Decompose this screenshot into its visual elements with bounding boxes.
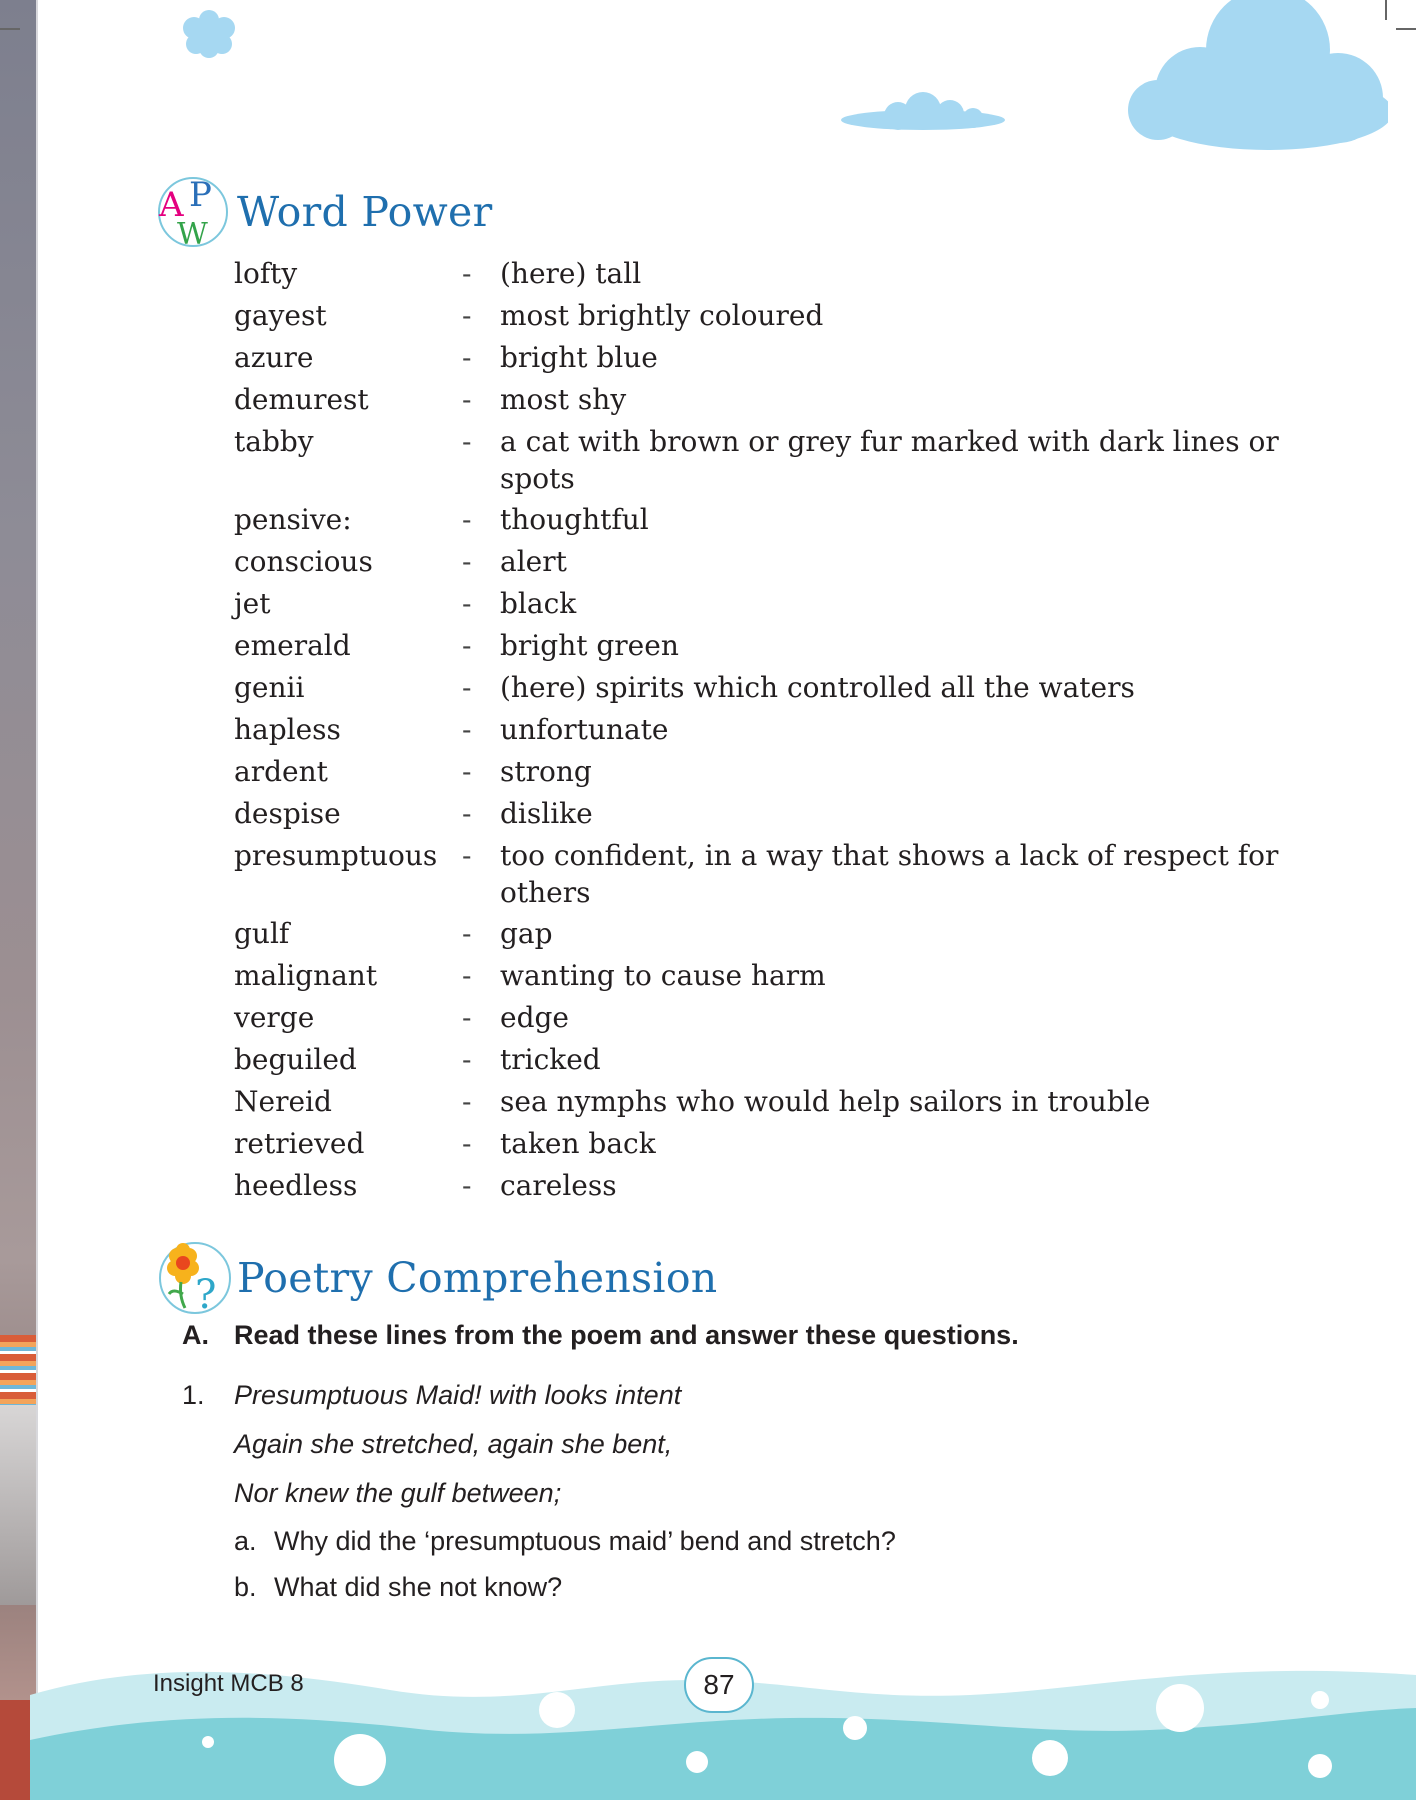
word-power-list bbox=[234, 255, 1294, 1209]
svg-text:?: ? bbox=[195, 1272, 217, 1318]
word-entry bbox=[234, 1125, 1294, 1163]
word-term: ardent bbox=[234, 755, 328, 788]
word-definition: too confident, in a way that shows a lack of respect for others bbox=[500, 839, 1279, 909]
word-term: verge bbox=[234, 1001, 315, 1034]
word-entry bbox=[234, 381, 1294, 419]
word-definition: dislike bbox=[500, 797, 593, 830]
word-separator: - bbox=[462, 1001, 472, 1034]
word-separator: - bbox=[462, 587, 472, 620]
word-term: beguiled bbox=[234, 1043, 357, 1076]
word-entry bbox=[234, 255, 1294, 293]
binding-strip bbox=[0, 0, 38, 1800]
word-entry bbox=[234, 753, 1294, 791]
word-entry bbox=[234, 1083, 1294, 1121]
word-definition: most brightly coloured bbox=[500, 299, 824, 332]
word-term: hapless bbox=[234, 713, 341, 746]
word-entry bbox=[234, 423, 1294, 497]
word-definition: careless bbox=[500, 1169, 617, 1202]
word-entry bbox=[234, 711, 1294, 749]
word-definition: a cat with brown or grey fur marked with dark lines or spots bbox=[500, 425, 1279, 495]
word-separator: - bbox=[462, 1169, 472, 1202]
crop-mark bbox=[1396, 28, 1416, 30]
poem-line: Again she stretched, again she bent, bbox=[234, 1429, 673, 1459]
word-entry bbox=[234, 999, 1294, 1037]
question-number: 1. bbox=[182, 1380, 205, 1410]
poetry-comprehension-heading bbox=[155, 1238, 718, 1318]
section-title: Word Power bbox=[237, 188, 493, 236]
word-separator: - bbox=[462, 1085, 472, 1118]
svg-text:A: A bbox=[159, 185, 184, 225]
poem-line: Nor knew the gulf between; bbox=[234, 1478, 562, 1508]
word-term: heedless bbox=[234, 1169, 358, 1202]
word-separator: - bbox=[462, 959, 472, 992]
word-term: tabby bbox=[234, 425, 314, 458]
word-definition: most shy bbox=[500, 383, 627, 416]
question-section bbox=[182, 1320, 1282, 1351]
word-entry bbox=[234, 795, 1294, 833]
sub-question-a bbox=[234, 1518, 1282, 1564]
word-separator: - bbox=[462, 257, 472, 290]
word-power-heading bbox=[155, 172, 493, 252]
word-separator: - bbox=[462, 917, 472, 950]
word-separator: - bbox=[462, 1127, 472, 1160]
word-entry bbox=[234, 837, 1294, 911]
word-separator: - bbox=[462, 299, 472, 332]
page-number: 87 bbox=[684, 1657, 754, 1713]
poem-line: Presumptuous Maid! with looks intent bbox=[234, 1380, 682, 1410]
svg-text:P: P bbox=[189, 175, 212, 215]
word-term: demurest bbox=[234, 383, 369, 416]
word-separator: - bbox=[462, 629, 472, 662]
comprehension-questions bbox=[182, 1320, 1282, 1610]
word-separator: - bbox=[462, 671, 472, 704]
word-term: genii bbox=[234, 671, 305, 704]
word-definition: black bbox=[500, 587, 577, 620]
word-definition: edge bbox=[500, 1001, 569, 1034]
word-entry bbox=[234, 1167, 1294, 1205]
section-label: A. bbox=[182, 1320, 209, 1350]
word-definition: gap bbox=[500, 917, 553, 950]
word-entry bbox=[234, 1041, 1294, 1079]
word-definition: thoughtful bbox=[500, 503, 649, 536]
word-separator: - bbox=[462, 425, 472, 458]
sub-question-text: Why did the ‘presumptuous maid’ bend and stretch? bbox=[274, 1526, 896, 1556]
poem-excerpt bbox=[234, 1371, 681, 1518]
word-term: jet bbox=[234, 587, 271, 620]
sub-question-text: What did she not know? bbox=[274, 1572, 563, 1602]
word-definition: tricked bbox=[500, 1043, 601, 1076]
word-term: malignant bbox=[234, 959, 378, 992]
word-entry bbox=[234, 627, 1294, 665]
word-definition: sea nymphs who would help sailors in trouble bbox=[500, 1085, 1151, 1118]
question-1 bbox=[182, 1371, 1282, 1518]
word-definition: (here) spirits which controlled all the waters bbox=[500, 671, 1135, 704]
flower-question-icon bbox=[155, 1238, 235, 1318]
word-entry bbox=[234, 339, 1294, 377]
flower-cloud-decoration bbox=[172, 8, 247, 60]
word-term: retrieved bbox=[234, 1127, 365, 1160]
small-cloud-decoration bbox=[838, 90, 1008, 140]
svg-text:W: W bbox=[177, 217, 208, 252]
word-separator: - bbox=[462, 797, 472, 830]
word-separator: - bbox=[462, 503, 472, 536]
word-term: Nereid bbox=[234, 1085, 332, 1118]
word-definition: (here) tall bbox=[500, 257, 642, 290]
word-entry bbox=[234, 957, 1294, 995]
abc-letters-icon bbox=[155, 172, 235, 252]
word-term: lofty bbox=[234, 257, 298, 290]
word-entry bbox=[234, 915, 1294, 953]
sub-question-label: a. bbox=[234, 1526, 257, 1556]
word-separator: - bbox=[462, 383, 472, 416]
word-term: presumptuous bbox=[234, 839, 438, 872]
word-term: azure bbox=[234, 341, 314, 374]
word-definition: strong bbox=[500, 755, 592, 788]
large-cloud-decoration bbox=[1118, 0, 1388, 155]
word-term: pensive: bbox=[234, 503, 352, 536]
word-separator: - bbox=[462, 713, 472, 746]
word-definition: taken back bbox=[500, 1127, 656, 1160]
word-term: despise bbox=[234, 797, 341, 830]
word-entry bbox=[234, 501, 1294, 539]
sub-question-label: b. bbox=[234, 1572, 257, 1602]
word-entry bbox=[234, 543, 1294, 581]
word-separator: - bbox=[462, 755, 472, 788]
word-definition: bright blue bbox=[500, 341, 658, 374]
section-title: Poetry Comprehension bbox=[237, 1254, 718, 1302]
word-entry bbox=[234, 585, 1294, 623]
word-entry bbox=[234, 669, 1294, 707]
word-separator: - bbox=[462, 1043, 472, 1076]
word-separator: - bbox=[462, 839, 472, 872]
word-term: conscious bbox=[234, 545, 373, 578]
word-entry bbox=[234, 297, 1294, 335]
word-definition: alert bbox=[500, 545, 567, 578]
word-term: gulf bbox=[234, 917, 290, 950]
word-separator: - bbox=[462, 341, 472, 374]
word-term: emerald bbox=[234, 629, 351, 662]
word-definition: unfortunate bbox=[500, 713, 669, 746]
word-term: gayest bbox=[234, 299, 327, 332]
word-definition: bright green bbox=[500, 629, 679, 662]
section-instruction: Read these lines from the poem and answer these questions. bbox=[234, 1320, 1019, 1350]
crop-mark bbox=[0, 28, 20, 30]
book-title: Insight MCB 8 bbox=[153, 1670, 304, 1697]
word-separator: - bbox=[462, 545, 472, 578]
word-definition: wanting to cause harm bbox=[500, 959, 826, 992]
sub-question-b bbox=[234, 1564, 1282, 1610]
